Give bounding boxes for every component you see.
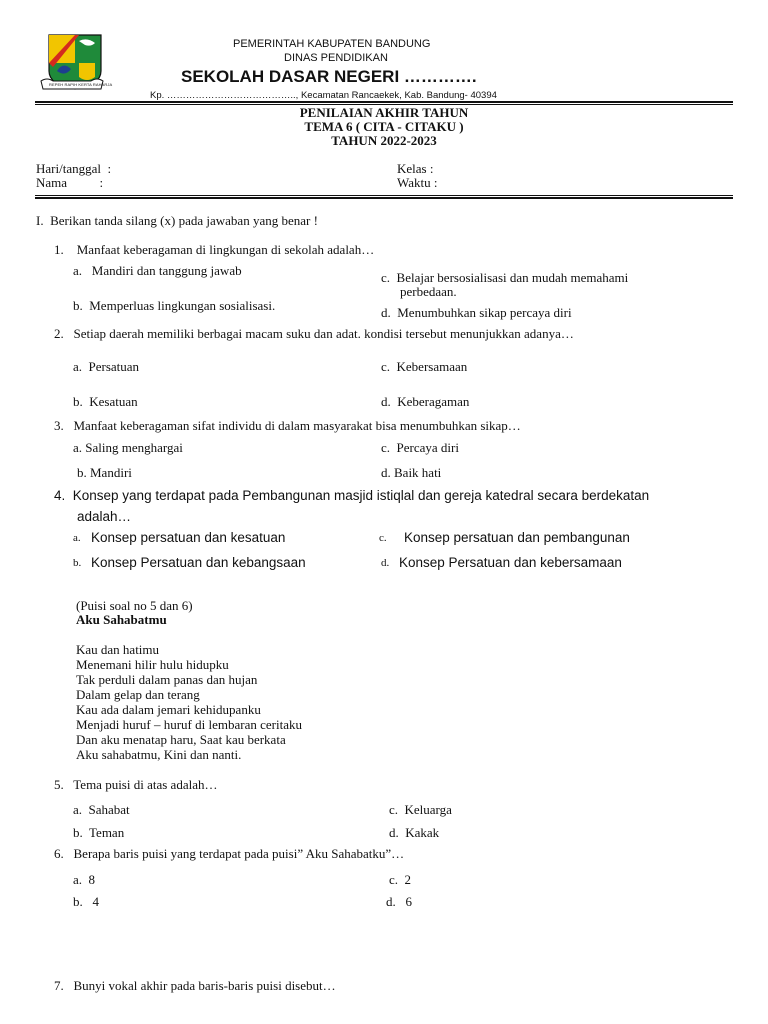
question-3-option-a[interactable]: a. Saling menghargai bbox=[73, 440, 183, 455]
exam-year: TAHUN 2022-2023 bbox=[331, 133, 437, 148]
question-4-option-c[interactable]: Konsep persatuan dan pembangunan bbox=[404, 530, 630, 545]
question-4-letter-d: d. bbox=[381, 557, 390, 569]
poem-title: Aku Sahabatmu bbox=[76, 612, 167, 627]
school-address: Kp. ………………………………….., Kecamatan Rancaekek, Kab. Bandung- 40394 bbox=[150, 90, 497, 101]
question-2-option-a[interactable]: a. Persatuan bbox=[73, 359, 140, 374]
question-4-letter-b: b. bbox=[73, 557, 82, 569]
question-4-letter-a: a. bbox=[73, 532, 81, 544]
question-2-option-b[interactable]: b. Kesatuan bbox=[73, 394, 138, 409]
question-6-option-a[interactable]: a. 8 bbox=[73, 872, 96, 887]
question-4-option-b[interactable]: Konsep Persatuan dan kebangsaan bbox=[91, 555, 306, 570]
exam-theme: TEMA 6 ( CITA - CITAKU ) bbox=[304, 119, 464, 134]
poem-note: (Puisi soal no 5 dan 6) bbox=[76, 598, 193, 613]
question-2-option-d[interactable]: d. Keberagaman bbox=[381, 394, 470, 409]
school-name: SEKOLAH DASAR NEGERI …………. bbox=[181, 67, 477, 86]
class-label: Kelas : bbox=[397, 161, 434, 176]
question-5-option-d[interactable]: d. Kakak bbox=[389, 825, 440, 840]
question-1-option-b[interactable]: b. Memperluas lingkungan sosialisasi. bbox=[73, 298, 276, 313]
name-label: Nama : bbox=[36, 175, 104, 190]
poem-line: Dan aku menatap haru, Saat kau berkata bbox=[76, 732, 286, 747]
question-6-stem: 6. Berapa baris puisi yang terdapat pada puisi” Aku Sahabatku”… bbox=[54, 846, 405, 861]
time-label: Waktu : bbox=[397, 175, 438, 190]
question-1-option-c-cont: perbedaan. bbox=[400, 284, 457, 299]
poem-line: Kau ada dalam jemari kehidupanku bbox=[76, 702, 261, 717]
question-2-option-c[interactable]: c. Kebersamaan bbox=[381, 359, 468, 374]
letterhead-rule-thick bbox=[35, 101, 733, 103]
date-label: Hari/tanggal : bbox=[36, 161, 112, 176]
question-6-option-d[interactable]: d. 6 bbox=[386, 894, 412, 909]
question-6-option-b[interactable]: b. 4 bbox=[73, 894, 99, 909]
poem-line: Dalam gelap dan terang bbox=[76, 687, 200, 702]
logo-motto: REPEH RAPIH KERTA RAHARJA bbox=[49, 82, 113, 87]
question-4-option-d[interactable]: Konsep Persatuan dan kebersamaan bbox=[399, 555, 622, 570]
poem-line: Tak perduli dalam panas dan hujan bbox=[76, 672, 258, 687]
exam-title: PENILAIAN AKHIR TAHUN bbox=[299, 105, 469, 120]
question-4-letter-c: c. bbox=[379, 532, 387, 544]
poem-line: Menemani hilir hulu hidupku bbox=[76, 657, 229, 672]
question-5-option-b[interactable]: b. Teman bbox=[73, 825, 125, 840]
question-1-option-d[interactable]: d. Menumbuhkan sikap percaya diri bbox=[381, 305, 572, 320]
identity-rule-thick bbox=[35, 197, 733, 199]
poem-line: Menjadi huruf – huruf di lembaran ceritaku bbox=[76, 717, 302, 732]
dept-line: DINAS PENDIDIKAN bbox=[284, 52, 388, 64]
question-3-stem: 3. Manfaat keberagaman sifat individu di dalam masyarakat bisa menumbuhkan sikap… bbox=[54, 418, 521, 433]
question-5-option-c[interactable]: c. Keluarga bbox=[389, 802, 452, 817]
question-2-stem: 2. Setiap daerah memiliki berbagai macam suku dan adat. kondisi tersebut menunjukkan adanya… bbox=[54, 326, 574, 341]
question-3-option-d[interactable]: d. Baik hati bbox=[381, 465, 442, 480]
question-1-stem: 1. Manfaat keberagaman di lingkungan di sekolah adalah… bbox=[54, 242, 375, 257]
poem-line: Aku sahabatmu, Kini dan nanti. bbox=[76, 747, 242, 762]
question-4-stem-cont: adalah… bbox=[77, 509, 132, 524]
question-4-stem: 4. Konsep yang terdapat pada Pembangunan masjid istiqlal dan gereja katedral secara berdekatan bbox=[54, 488, 650, 503]
school-logo bbox=[35, 33, 113, 95]
identity-rule-thin bbox=[35, 195, 733, 196]
question-3-option-c[interactable]: c. Percaya diri bbox=[381, 440, 459, 455]
question-5-stem: 5. Tema puisi di atas adalah… bbox=[54, 777, 218, 792]
question-1-option-a[interactable]: a. Mandiri dan tanggung jawab bbox=[73, 263, 242, 278]
gov-line: PEMERINTAH KABUPATEN BANDUNG bbox=[233, 38, 431, 50]
poem-line: Kau dan hatimu bbox=[76, 642, 160, 657]
question-6-option-c[interactable]: c. 2 bbox=[389, 872, 412, 887]
question-4-option-a[interactable]: Konsep persatuan dan kesatuan bbox=[91, 530, 286, 545]
question-5-option-a[interactable]: a. Sahabat bbox=[73, 802, 130, 817]
question-1-option-c[interactable]: c. Belajar bersosialisasi dan mudah memahami bbox=[381, 270, 629, 285]
question-7-stem: 7. Bunyi vokal akhir pada baris-baris puisi disebut… bbox=[54, 978, 336, 993]
section-instruction: I. Berikan tanda silang (x) pada jawaban yang benar ! bbox=[36, 213, 318, 228]
question-3-option-b[interactable]: b. Mandiri bbox=[77, 465, 132, 480]
